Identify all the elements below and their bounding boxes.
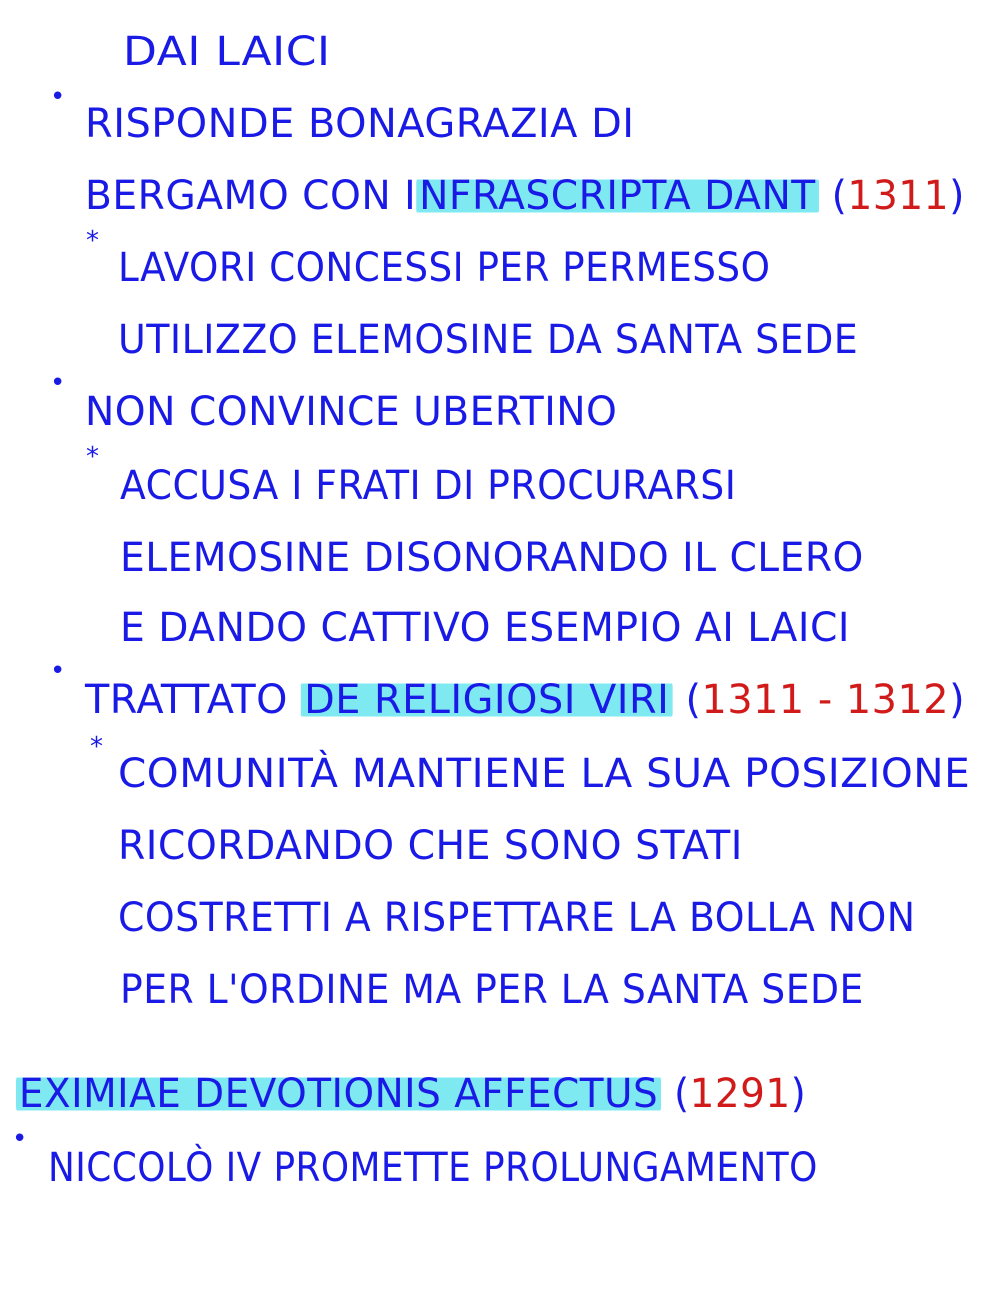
bullet-marker: •: [50, 368, 66, 398]
note-text: NON CONVINCE UBERTINO: [85, 389, 618, 435]
note-line-per-lordine: [120, 962, 864, 1018]
note-text: DAI LAICI: [123, 29, 331, 75]
open-paren: (: [672, 677, 702, 723]
close-paren: ): [790, 1071, 807, 1117]
note-line-cattivo-esempio: [120, 600, 850, 656]
bullet-marker: •: [50, 82, 66, 112]
highlighted-title: EXIMIAE DEVOTIONIS AFFECTUS: [16, 1071, 661, 1117]
note-line-elemosine-disonorando: [120, 530, 864, 586]
star-marker: *: [90, 732, 103, 762]
note-line-risponde-bonagrazia: [85, 96, 635, 152]
note-text: ACCUSA I FRATI DI PROCURARSI: [120, 463, 737, 509]
note-text: NICCOLÒ IV PROMETTE PROLUNGAMENTO: [48, 1145, 818, 1191]
note-text: COMUNITÀ MANTIENE LA SUA POSIZIONE: [118, 751, 971, 797]
note-line-lavori-concessi: [118, 240, 770, 296]
note-text: RISPONDE BONAGRAZIA DI: [85, 101, 635, 147]
note-line-costretti: [118, 890, 916, 946]
note-text: RICORDANDO CHE SONO STATI: [118, 823, 743, 869]
note-line-non-convince: [85, 384, 617, 440]
star-marker: *: [86, 226, 99, 256]
note-heading-eximiae-devotionis: [16, 1066, 806, 1122]
note-line-ricordando: [118, 818, 743, 874]
note-text: LAVORI CONCESSI PER PERMESSO: [118, 245, 771, 291]
open-paren: (: [661, 1071, 690, 1117]
note-text: UTILIZZO ELEMOSINE DA SANTA SEDE: [118, 317, 859, 363]
bullet-marker: •: [50, 656, 66, 686]
note-text: TRATTATO: [85, 677, 302, 723]
year-label: 1311 - 1312: [701, 677, 950, 723]
year-label: 1311: [847, 173, 950, 219]
highlighted-title: DE RELIGIOSI VIRI: [301, 677, 672, 723]
note-text: BERGAMO CON I: [85, 173, 417, 219]
bullet-marker: •: [12, 1124, 28, 1154]
note-text: COSTRETTI A RISPETTARE LA BOLLA NON: [118, 895, 916, 941]
star-marker: *: [86, 442, 99, 472]
open-paren: (: [818, 173, 848, 219]
note-line-trattato-de-religiosi: [85, 672, 965, 728]
note-text: E DANDO CATTIVO ESEMPIO AI LAICI: [120, 605, 850, 651]
note-line-accusa-frati: [120, 458, 736, 514]
note-line-dai-laici: [123, 24, 331, 80]
close-paren: ): [949, 677, 966, 723]
note-line-niccolo-iv: [48, 1140, 818, 1196]
note-text: PER L'ORDINE MA PER LA SANTA SEDE: [120, 967, 864, 1013]
close-paren: ): [949, 173, 965, 219]
note-line-utilizzo-elemosine: [118, 312, 858, 368]
year-label: 1291: [689, 1071, 791, 1117]
note-line-bergamo-infrascripta: [85, 168, 965, 224]
note-text: ELEMOSINE DISONORANDO IL CLERO: [120, 535, 864, 581]
highlighted-title: NFRASCRIPTA DANT: [416, 173, 818, 219]
note-line-comunita-mantiene: [118, 746, 970, 802]
